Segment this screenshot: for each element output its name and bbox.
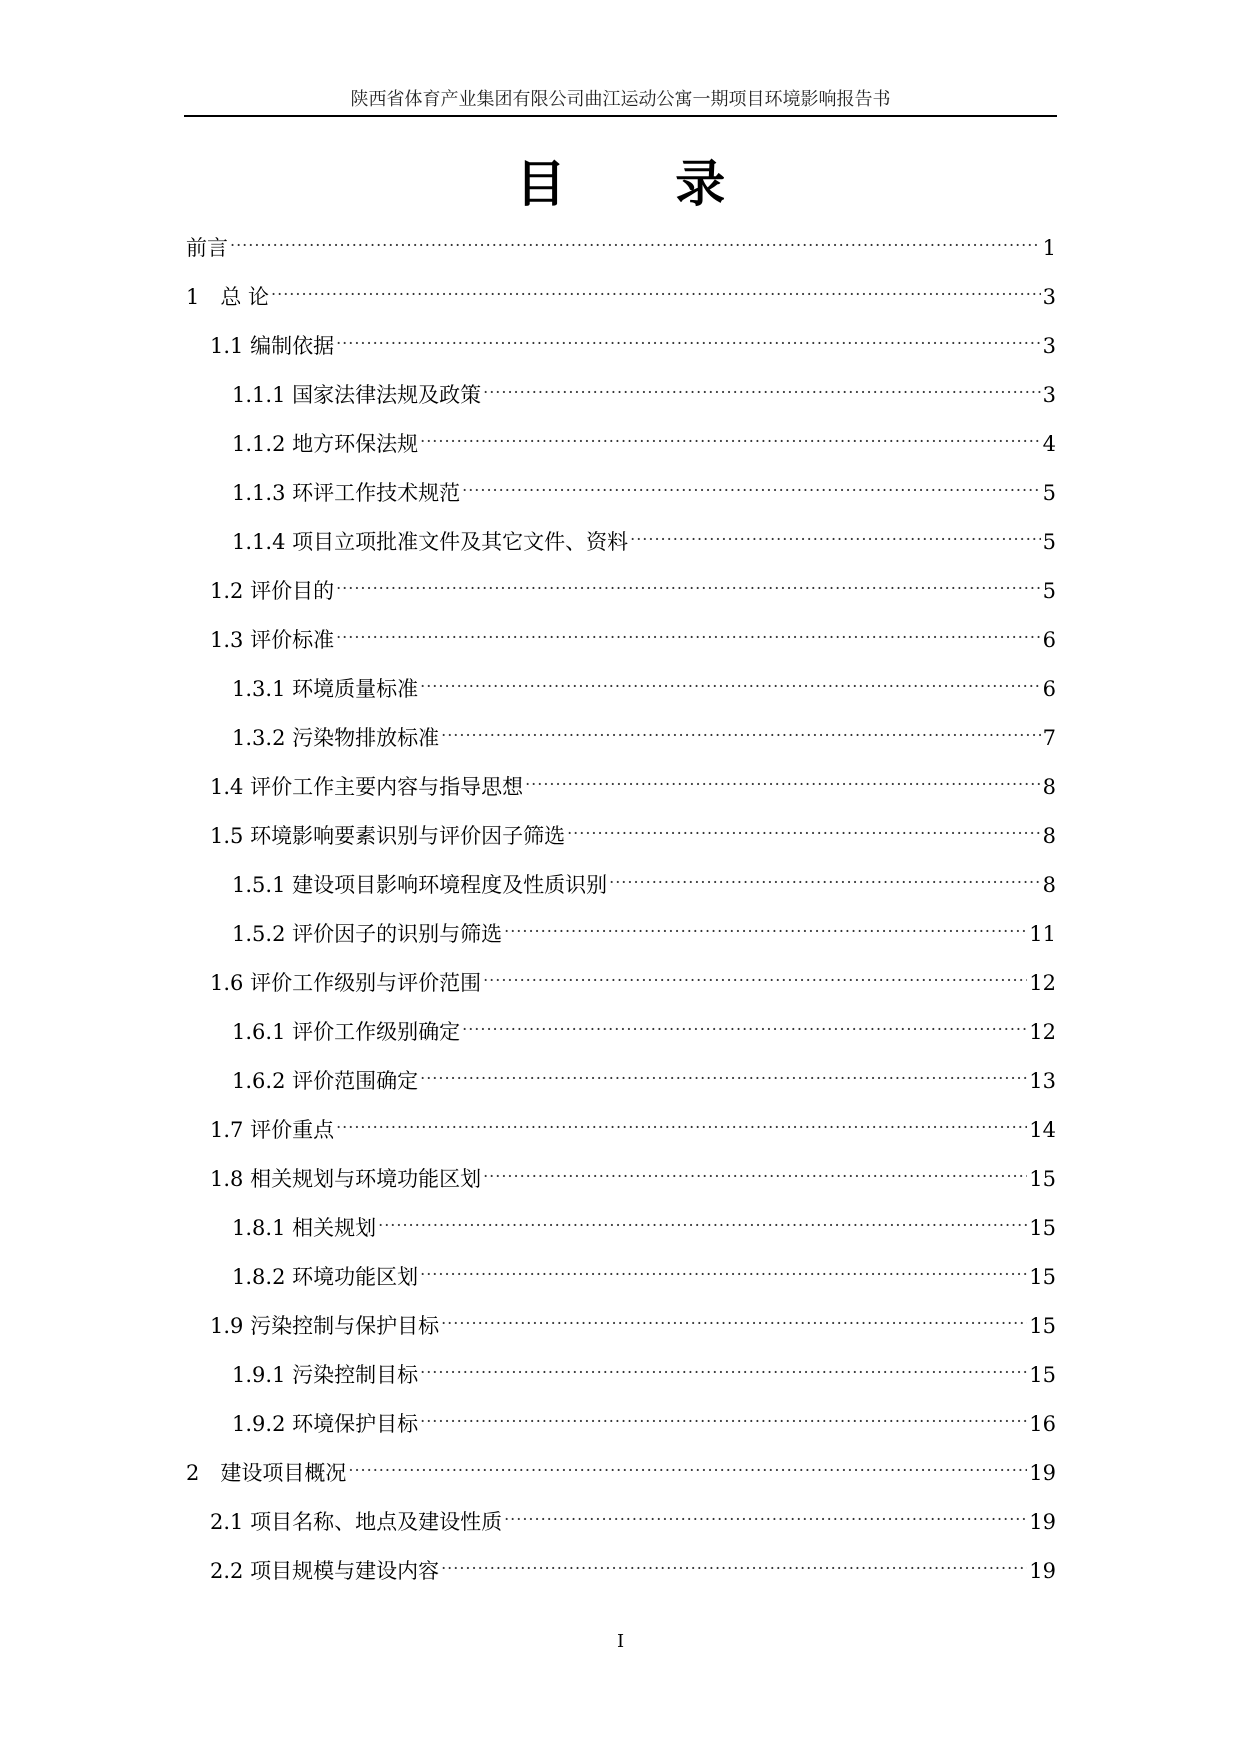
toc-dot-leader [525, 754, 1041, 794]
toc-entry-label: 1.8.2 环境功能区划 [232, 1265, 419, 1289]
toc-entry[interactable] [186, 1195, 1056, 1244]
toc-entry[interactable] [186, 1391, 1056, 1440]
toc-entry-label: 1.1.3 环评工作技术规范 [232, 481, 461, 505]
toc-dot-leader [348, 1440, 1027, 1480]
toc-entry-page: 3 [1042, 383, 1056, 407]
toc-entry[interactable] [186, 509, 1056, 558]
toc-entry-label: 2.2 项目规模与建设内容 [210, 1559, 440, 1583]
toc-entry-label: 1.1 编制依据 [210, 334, 335, 358]
toc-entry-label: 1.7 评价重点 [210, 1118, 335, 1142]
toc-entry-label: 1.8 相关规划与环境功能区划 [210, 1167, 482, 1191]
toc-entry-page: 12 [1029, 1020, 1056, 1044]
toc-dot-leader [420, 1342, 1027, 1382]
toc-entry-label: 1.5 环境影响要素识别与评价因子筛选 [210, 824, 566, 848]
toc-entry-label: 1.6.1 评价工作级别确定 [232, 1020, 461, 1044]
toc-entry[interactable] [186, 1097, 1056, 1146]
toc-entry[interactable] [186, 999, 1056, 1048]
toc-entry-page: 15 [1029, 1363, 1056, 1387]
table-of-contents [186, 215, 1056, 1587]
toc-entry-page: 16 [1029, 1412, 1056, 1436]
toc-entry-page: 19 [1029, 1510, 1056, 1534]
toc-entry-label: 1.1.1 国家法律法规及政策 [232, 383, 482, 407]
toc-dot-leader [567, 803, 1041, 843]
document-header: 陕西省体育产业集团有限公司曲江运动公寓一期项目环境影响报告书 [350, 89, 891, 110]
toc-entry-label: 1.3 评价标准 [210, 628, 335, 652]
toc-entry-label: 1 总 论 [186, 285, 270, 309]
toc-dot-leader [462, 999, 1027, 1039]
toc-entry-page: 15 [1029, 1216, 1056, 1240]
toc-entry[interactable] [186, 803, 1056, 852]
toc-entry[interactable] [186, 656, 1056, 705]
toc-entry-label: 2.1 项目名称、地点及建设性质 [210, 1510, 503, 1534]
toc-dot-leader [420, 1391, 1027, 1431]
toc-entry-label: 1.2 评价目的 [210, 579, 335, 603]
toc-dot-leader [336, 313, 1041, 353]
toc-dot-leader [441, 705, 1041, 745]
toc-entry[interactable] [186, 852, 1056, 901]
toc-entry[interactable] [186, 362, 1056, 411]
toc-entry-page: 5 [1042, 530, 1056, 554]
toc-entry-label: 1.3.1 环境质量标准 [232, 677, 419, 701]
toc-entry[interactable] [186, 1538, 1056, 1587]
toc-entry-page: 8 [1042, 824, 1056, 848]
toc-dot-leader [336, 558, 1041, 598]
toc-entry-page: 5 [1042, 481, 1056, 505]
toc-entry[interactable] [186, 1048, 1056, 1097]
toc-entry-label: 1.3.2 污染物排放标准 [232, 726, 440, 750]
toc-entry[interactable] [186, 705, 1056, 754]
toc-entry[interactable] [186, 754, 1056, 803]
toc-entry-page: 4 [1042, 432, 1056, 456]
toc-entry[interactable] [186, 411, 1056, 460]
toc-entry-page: 19 [1029, 1461, 1056, 1485]
toc-dot-leader [504, 1489, 1027, 1529]
toc-dot-leader [483, 950, 1027, 990]
toc-dot-leader [420, 1244, 1027, 1284]
toc-dot-leader [483, 1146, 1027, 1186]
toc-entry[interactable] [186, 460, 1056, 509]
toc-entry-label: 1.5.1 建设项目影响环境程度及性质识别 [232, 873, 608, 897]
toc-entry-label: 1.4 评价工作主要内容与指导思想 [210, 775, 524, 799]
toc-entry-label: 1.6.2 评价范围确定 [232, 1069, 419, 1093]
toc-dot-leader [336, 1097, 1027, 1137]
toc-entry[interactable] [186, 1244, 1056, 1293]
toc-entry-page: 3 [1042, 285, 1056, 309]
toc-entry[interactable] [186, 558, 1056, 607]
toc-entry-label: 前言 [186, 236, 228, 260]
toc-dot-leader [271, 264, 1041, 304]
toc-dot-leader [336, 607, 1041, 647]
toc-entry[interactable] [186, 1489, 1056, 1538]
toc-dot-leader [609, 852, 1041, 892]
toc-dot-leader [462, 460, 1041, 500]
toc-entry-page: 6 [1042, 677, 1056, 701]
toc-dot-leader [504, 901, 1027, 941]
toc-entry[interactable] [186, 901, 1056, 950]
toc-entry-page: 8 [1042, 775, 1056, 799]
toc-entry[interactable] [186, 950, 1056, 999]
toc-entry-label: 1.1.2 地方环保法规 [232, 432, 419, 456]
toc-entry-label: 1.9 污染控制与保护目标 [210, 1314, 440, 1338]
toc-entry-page: 11 [1029, 922, 1056, 946]
toc-entry-label: 2 建设项目概况 [186, 1461, 347, 1485]
toc-entry-page: 8 [1042, 873, 1056, 897]
toc-entry[interactable] [186, 607, 1056, 656]
toc-entry-page: 15 [1029, 1265, 1056, 1289]
toc-entry-label: 1.6 评价工作级别与评价范围 [210, 971, 482, 995]
toc-entry-page: 14 [1029, 1118, 1056, 1142]
toc-entry[interactable] [186, 1146, 1056, 1195]
toc-entry-label: 1.5.2 评价因子的识别与筛选 [232, 922, 503, 946]
toc-entry[interactable] [186, 1440, 1056, 1489]
toc-dot-leader [378, 1195, 1027, 1235]
toc-entry-label: 1.8.1 相关规划 [232, 1216, 377, 1240]
toc-dot-leader [420, 1048, 1027, 1088]
toc-entry-page: 7 [1042, 726, 1056, 750]
toc-entry-label: 1.1.4 项目立项批准文件及其它文件、资料 [232, 530, 629, 554]
toc-dot-leader [230, 215, 1041, 255]
page-title: 目 录 [515, 154, 772, 213]
toc-dot-leader [441, 1538, 1027, 1578]
toc-entry-page: 6 [1042, 628, 1056, 652]
toc-entry[interactable] [186, 1342, 1056, 1391]
toc-entry-page: 19 [1029, 1559, 1056, 1583]
toc-entry-label: 1.9.1 污染控制目标 [232, 1363, 419, 1387]
toc-entry[interactable] [186, 313, 1056, 362]
toc-entry-page: 5 [1042, 579, 1056, 603]
toc-entry-page: 15 [1029, 1314, 1056, 1338]
toc-dot-leader [420, 656, 1041, 696]
toc-entry[interactable] [186, 264, 1056, 313]
toc-entry-page: 13 [1029, 1069, 1056, 1093]
toc-entry-label: 1.9.2 环境保护目标 [232, 1412, 419, 1436]
toc-entry-page: 12 [1029, 971, 1056, 995]
toc-entry[interactable] [186, 215, 1056, 264]
toc-entry-page: 1 [1042, 236, 1056, 260]
toc-dot-leader [483, 362, 1041, 402]
header-rule [184, 115, 1057, 117]
toc-entry-page: 15 [1029, 1167, 1056, 1191]
toc-dot-leader [441, 1293, 1027, 1333]
toc-dot-leader [630, 509, 1041, 549]
toc-dot-leader [420, 411, 1041, 451]
toc-entry-page: 3 [1042, 334, 1056, 358]
page-number: I [616, 1631, 625, 1652]
toc-entry[interactable] [186, 1293, 1056, 1342]
